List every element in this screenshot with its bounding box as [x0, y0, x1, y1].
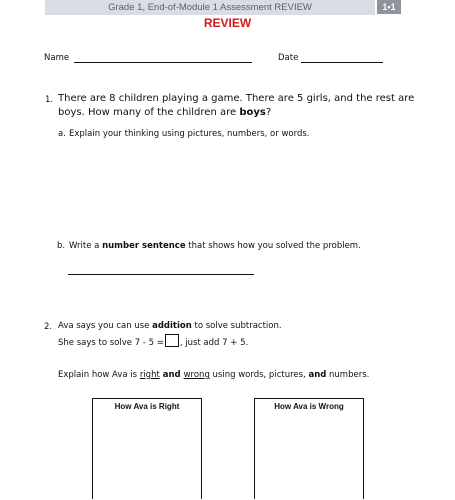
number-sentence-answer-line[interactable]: [68, 274, 254, 275]
how-ava-is-wrong-box[interactable]: [254, 398, 364, 499]
question-1-line-2: boys. How many of the children are boys?: [58, 107, 272, 118]
question-2-line-1: Ava says you can use addition to solve subtraction.: [58, 321, 282, 331]
question-1b-label: b.: [57, 241, 66, 251]
question-1a-label: a.: [58, 129, 66, 139]
name-field[interactable]: [74, 62, 252, 63]
date-field[interactable]: [301, 62, 383, 63]
how-ava-is-right-box[interactable]: [92, 398, 202, 499]
name-label: Name: [44, 53, 70, 63]
how-ava-is-wrong-title: How Ava is Wrong: [274, 402, 344, 411]
question-1a-text: Explain your thinking using pictures, numbers, or words.: [69, 129, 310, 139]
document-title: Grade 1, End-of-Module 1 Assessment REVIEW: [108, 2, 312, 13]
module-badge: 1•1: [377, 0, 401, 14]
question-1b-text: Write a number sentence that shows how you solved the problem.: [69, 241, 361, 251]
answer-blank-box[interactable]: [165, 334, 179, 347]
question-2-instructions: Explain how Ava is right and wrong using words, pictures, and numbers.: [58, 370, 370, 380]
question-1-line-1: There are 8 children playing a game. There are 5 girls, and the rest are: [58, 93, 415, 104]
question-2-number: 2.: [44, 322, 53, 332]
how-ava-is-right-title: How Ava is Right: [114, 402, 180, 411]
question-1-number: 1.: [45, 95, 54, 105]
date-label: Date: [278, 53, 299, 63]
review-heading: REVIEW: [203, 16, 252, 30]
question-2-line-2: She says to solve 7 - 5 = , just add 7 + 5.: [58, 334, 248, 350]
